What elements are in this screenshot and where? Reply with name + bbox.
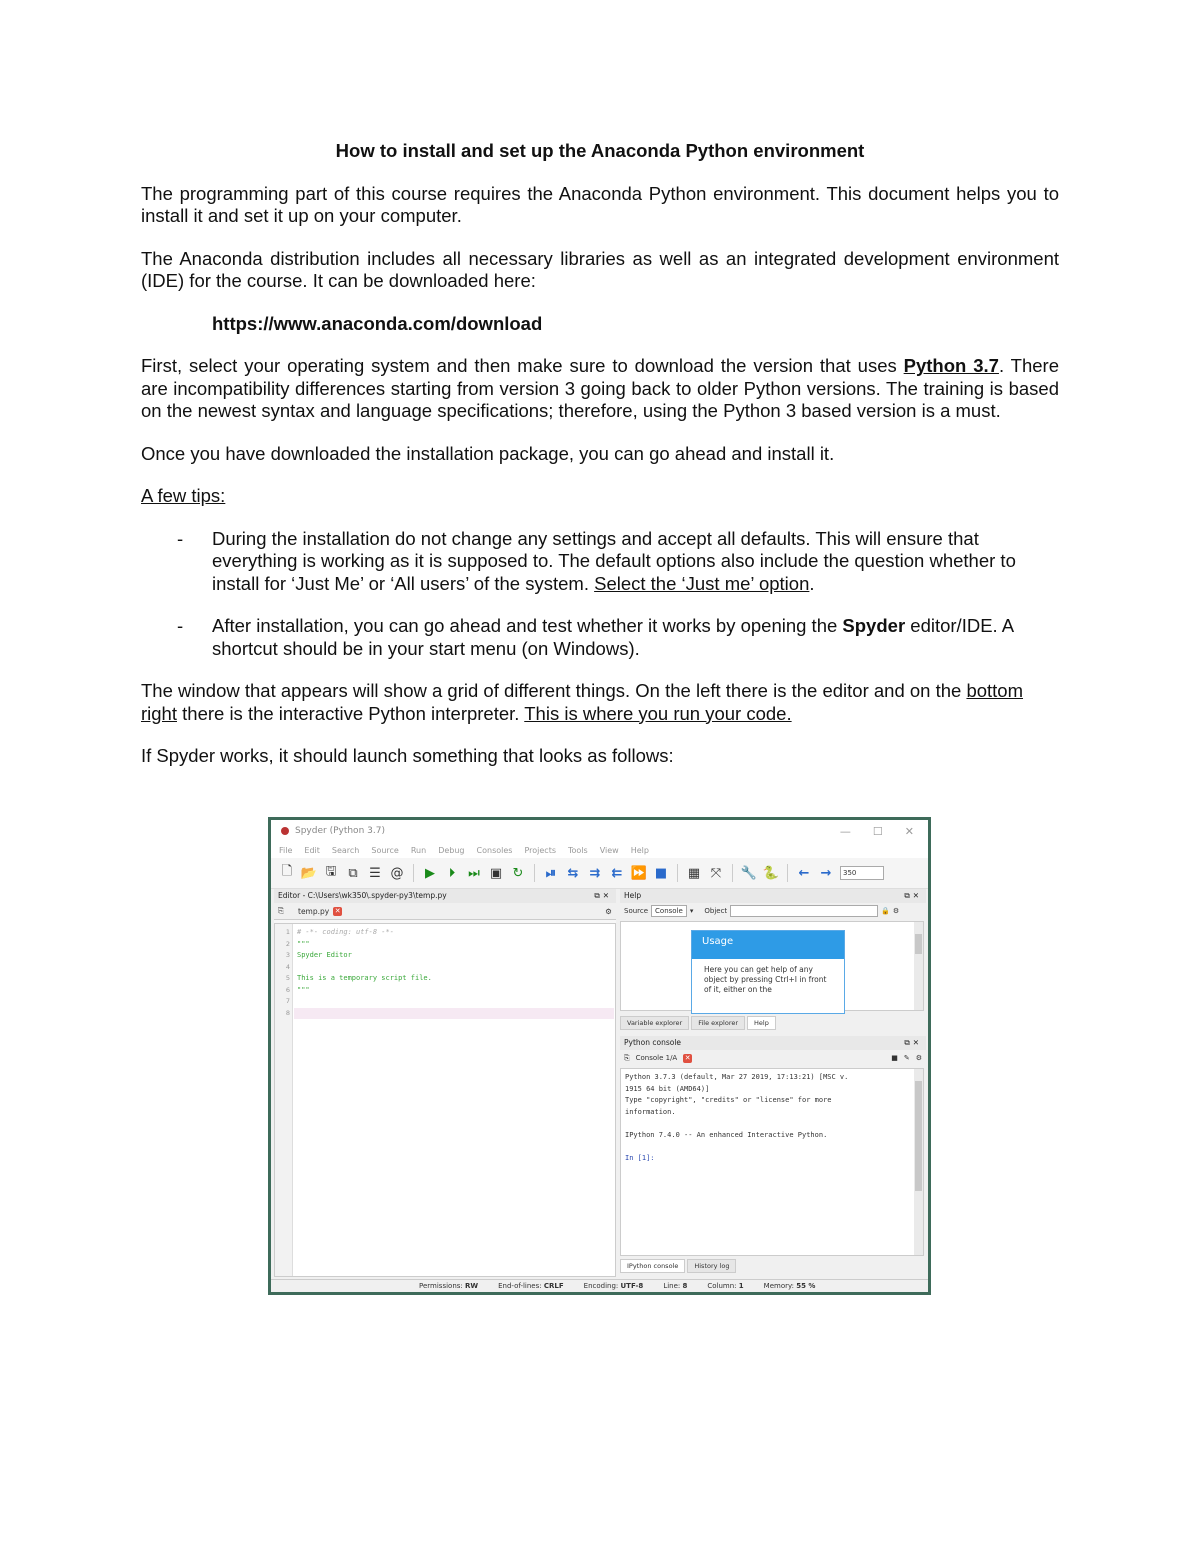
source-select[interactable]: Console [651, 905, 687, 917]
console-output[interactable] [620, 1068, 924, 1256]
document [141, 140, 1059, 788]
paragraph-version [141, 355, 1059, 423]
editor-pane [274, 889, 616, 1277]
tip2-text-a: After installation, you can go ahead and test whether it works by opening the [212, 615, 843, 636]
document-title: How to install and set up the Anaconda Python environment [335, 140, 865, 161]
spyder-titlebar [271, 820, 928, 842]
forward-arrow-icon[interactable]: → [820, 865, 832, 881]
python-path-icon[interactable]: 🐍 [762, 865, 780, 881]
status-value: 8 [682, 1282, 688, 1290]
paragraph-launch: If Spyder works, it should launch something that looks as follows: [141, 745, 674, 766]
rerun-icon[interactable]: ↻ [512, 865, 524, 881]
menu-consoles[interactable]: Consoles [476, 845, 513, 855]
scroll-thumb[interactable] [915, 1081, 922, 1191]
status-label: Permissions: [419, 1282, 463, 1290]
menu-view[interactable]: View [599, 845, 619, 855]
p5-text-a: The window that appears will show a grid of different things. On the left there is the editor and on the [141, 680, 967, 701]
status-memory [764, 1280, 816, 1292]
tip2-text-c: editor/IDE. A shortcut should be in your start menu (on Windows). [212, 615, 1014, 659]
spyder-name: Spyder [842, 615, 906, 636]
status-line [663, 1280, 687, 1292]
zoom-select[interactable]: 350 [840, 866, 884, 880]
console-options-icon[interactable]: ⚙ [915, 1054, 922, 1062]
code-lines [297, 927, 432, 996]
status-eol [498, 1280, 564, 1292]
menu-search[interactable]: Search [331, 845, 360, 855]
new-file-icon[interactable]: 🗋 [281, 864, 293, 879]
status-label: Encoding: [583, 1282, 619, 1290]
tab-file-explorer[interactable]: File explorer [691, 1016, 745, 1030]
status-permissions [419, 1280, 478, 1292]
p5-text-b: there is the interactive Python interpreter. [177, 702, 525, 724]
fullscreen-icon[interactable]: ⤧ [710, 865, 722, 881]
p3-text-a: First, select your operating system and then make sure to download the version that uses [141, 355, 904, 376]
tab-history-log[interactable]: History log [687, 1259, 736, 1273]
dropdown-icon[interactable]: ▾ [689, 907, 694, 915]
at-icon[interactable]: @ [390, 865, 404, 881]
tip1-underlined: Select the ‘Just me’ option [594, 572, 810, 594]
minimize-icon[interactable]: — [839, 824, 851, 838]
console-pane-title [620, 1036, 926, 1050]
lock-icon[interactable]: 🔒 [881, 907, 890, 915]
console-title: Python console [624, 1038, 682, 1047]
toolbar-separator [534, 864, 535, 882]
run-icon[interactable]: ▶ [425, 865, 435, 881]
debug-icon[interactable]: ⏯ [545, 865, 557, 881]
usage-box [691, 930, 845, 1014]
status-label: Column: [707, 1282, 737, 1290]
editor-path: Editor - C:\Users\wk350\.spyder-py3\temp.py [278, 891, 447, 900]
open-folder-icon[interactable]: 📂 [300, 865, 318, 881]
toolbar-separator [787, 864, 788, 882]
usage-title: Usage [692, 931, 844, 959]
pane-controls[interactable]: ⧉✕ [594, 891, 612, 900]
paragraph-distribution: The Anaconda distribution includes all necessary libraries as well as an integrated development environment (IDE) for the course. It can be downloaded here: [141, 247, 1059, 291]
usage-text: Here you can get help of any object by pressing Ctrl+I in front of it, either on the [704, 965, 827, 994]
window-controls [840, 825, 928, 838]
step-into-icon[interactable]: ⇉ [589, 865, 601, 881]
continue-icon[interactable]: ⏩ [630, 865, 648, 881]
tip1-text: During the installation do not change any settings and accept all defaults. This will ensure that everything is working as it is supposed to. The default options also include the question whether to install for ‘Just Me’ or ‘All users’ of the system. [212, 527, 1016, 594]
help-options-icon[interactable]: ⚙ [892, 907, 900, 915]
menu-help[interactable]: Help [630, 845, 649, 855]
tip-item [141, 615, 1059, 660]
browse-tabs-icon[interactable]: ⎘ [278, 906, 284, 915]
current-line-highlight [294, 1008, 614, 1019]
run-cell-advance-icon[interactable]: ⏭ [468, 865, 480, 881]
save-icon[interactable]: 🖫 [325, 864, 337, 879]
bottom-right-text: bottom right [141, 680, 1024, 724]
scroll-thumb[interactable] [915, 934, 922, 954]
console-banner: Python 3.7.3 (default, Mar 27 2019, 17:13:21) [MSC v. 1915 64 bit (AMD64)] Type "copyright", "credits" or "license" for more information. IPython 7.4.0 -- An enhanced Interactive Python. [625, 1073, 849, 1139]
spyder-logo-icon [281, 827, 289, 835]
bullet-dash: - [177, 527, 184, 549]
menu-run[interactable]: Run [410, 845, 427, 855]
run-cell-icon[interactable]: ⏵ [448, 865, 456, 881]
editor-tab-label: temp.py [298, 906, 330, 916]
menu-tools[interactable]: Tools [568, 845, 588, 855]
download-link[interactable]: https://www.anaconda.com/download [212, 312, 543, 334]
object-label: Object [704, 907, 728, 915]
help-pane-title [620, 889, 926, 903]
console-text [621, 1069, 923, 1167]
status-value: 1 [738, 1282, 744, 1290]
bullet-dash: - [177, 615, 184, 636]
editor-options-icon[interactable]: ⚙ [605, 906, 612, 916]
code-body: """ Spyder Editor This is a temporary script file. """ [297, 939, 432, 994]
help-content [620, 921, 924, 1011]
status-label: Memory: [763, 1282, 794, 1290]
console-prompt: In [1]: [625, 1153, 655, 1162]
save-all-icon[interactable]: ⧉ [348, 865, 358, 881]
step-icon[interactable]: ⇆ [567, 865, 579, 881]
menu-file[interactable]: File [279, 845, 293, 855]
close-tab-icon[interactable]: ✕ [684, 1053, 691, 1062]
paragraph-install: Once you have downloaded the installation package, you can go ahead and install it. [141, 442, 835, 464]
spyder-menubar [271, 842, 928, 858]
status-value: RW [465, 1282, 479, 1290]
p3-text-b: . There are incompatibility differences starting from version 3 going back to older Python versions. The training is based on the newest syntax and language specifications; therefore, using the Python 3 based version is a must. [141, 355, 1059, 421]
status-label: Line: [663, 1282, 681, 1290]
tab-variable-explorer[interactable]: Variable explorer [620, 1016, 689, 1030]
browse-tabs-icon[interactable]: ⎘ [624, 1053, 630, 1062]
code-area[interactable] [274, 923, 616, 1277]
status-value: CRLF [543, 1282, 564, 1290]
spyder-window-title: Spyder (Python 3.7) [295, 826, 385, 836]
status-label: End-of-lines: [498, 1282, 542, 1290]
spyder-toolbar [271, 858, 928, 889]
code-comment: # -*- coding: utf-8 -*- [297, 928, 394, 936]
status-encoding [584, 1280, 644, 1292]
menu-edit[interactable]: Edit [304, 845, 320, 855]
spyder-screenshot [268, 817, 931, 1295]
help-pane [620, 889, 926, 1034]
python-version: Python 3.7 [903, 355, 999, 376]
stop-console-icon[interactable]: ■ [891, 1054, 898, 1062]
pane-controls[interactable]: ⧉✕ [904, 891, 922, 900]
preferences-icon[interactable]: 🔧 [740, 865, 758, 881]
console-tab[interactable]: Console 1/A [635, 1054, 678, 1062]
help-scrollbar[interactable] [914, 922, 923, 1010]
object-input[interactable] [730, 905, 878, 917]
help-bottom-tabs [620, 1016, 778, 1030]
editor-pane-title [274, 889, 616, 903]
run-selection-icon[interactable]: ▣ [489, 865, 503, 881]
menu-projects[interactable]: Projects [524, 845, 556, 855]
paragraph-intro: The programming part of this course requires the Anaconda Python environment. This document helps you to install it and set it up on your computer. [141, 182, 1059, 226]
console-toolbar [620, 1050, 926, 1066]
step-return-icon[interactable]: ⇇ [611, 865, 623, 881]
pane-controls[interactable]: ⧉✕ [904, 1038, 922, 1047]
tips-list [141, 528, 1059, 661]
tips-heading: A few tips: [141, 485, 226, 506]
tip-item [141, 528, 1059, 596]
console-pane [620, 1036, 926, 1277]
status-bar [271, 1279, 928, 1292]
paragraph-window [141, 680, 1059, 725]
help-title: Help [624, 891, 642, 900]
maximize-icon[interactable]: ☐ [872, 824, 883, 838]
status-value: UTF-8 [620, 1282, 644, 1290]
menu-debug[interactable]: Debug [438, 845, 465, 855]
editor-tab-temp[interactable] [294, 907, 346, 916]
toolbar-separator [732, 864, 733, 882]
close-icon[interactable]: ✕ [904, 824, 914, 838]
tip1-end: . [809, 572, 815, 594]
list-icon[interactable]: ☰ [369, 865, 381, 881]
tab-help[interactable]: Help [747, 1016, 776, 1030]
editor-tabs [274, 903, 616, 920]
source-label: Source [624, 907, 649, 915]
back-arrow-icon[interactable]: ← [798, 865, 810, 881]
console-bottom-tabs [620, 1259, 738, 1273]
tab-ipython-console[interactable]: IPython console [620, 1259, 685, 1273]
stop-icon[interactable]: ■ [654, 865, 668, 881]
help-toolbar [620, 903, 926, 919]
menu-source[interactable]: Source [371, 845, 399, 855]
status-column [707, 1280, 743, 1292]
toolbar-separator [413, 864, 414, 882]
toolbar-separator [677, 864, 678, 882]
close-tab-icon[interactable]: ✕ [334, 906, 341, 915]
status-value: 55 % [796, 1282, 816, 1290]
line-numbers: 1 2 3 4 5 6 7 8 [275, 924, 293, 1276]
console-scrollbar[interactable] [914, 1069, 923, 1255]
clear-console-icon[interactable]: ✎ [903, 1054, 910, 1062]
run-code-text: This is where you run your code. [524, 702, 792, 724]
maximize-pane-icon[interactable]: ▦ [687, 865, 701, 881]
